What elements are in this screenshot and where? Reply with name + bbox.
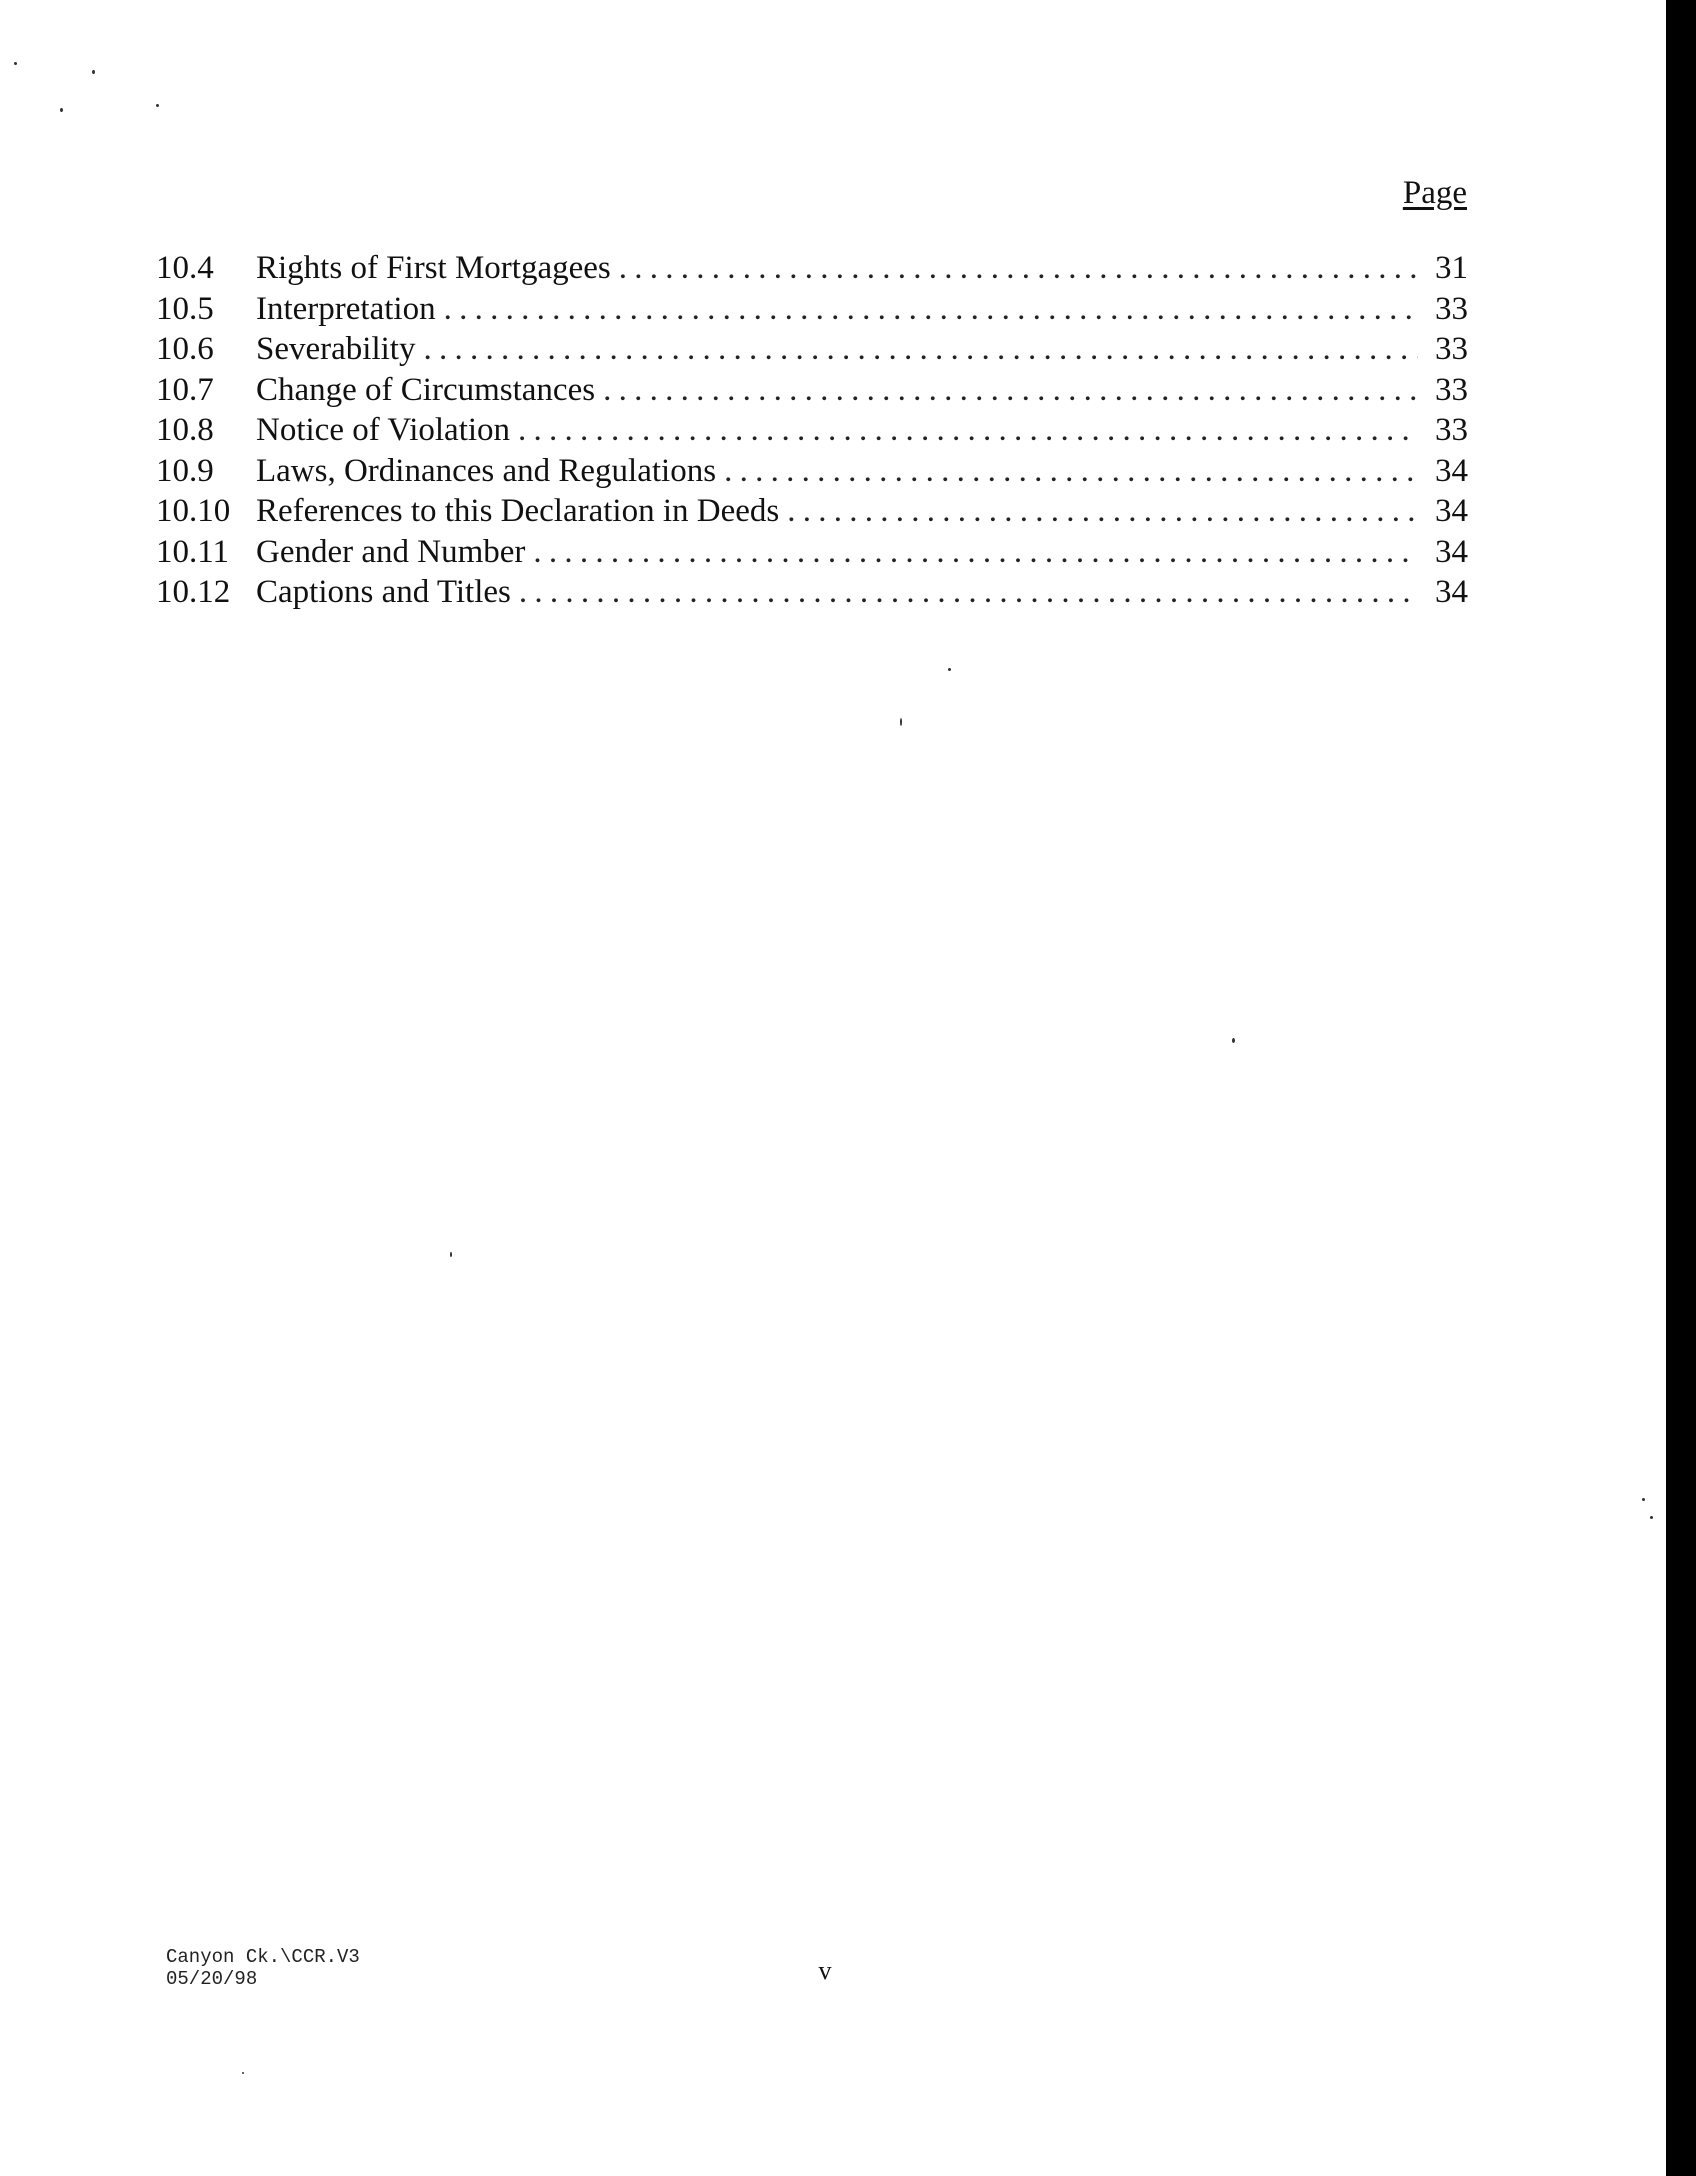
toc-entry [156,410,1468,451]
toc-leader-dots [724,451,1418,491]
toc-entry-page: 31 [1435,250,1468,286]
footer-page-number: v [818,1956,832,1985]
page-label: Page [1402,175,1467,211]
scan-speck [948,668,951,671]
scan-speck [1232,1038,1235,1043]
toc-entry-number: 10.9 [156,452,214,489]
toc-entry [156,370,1468,411]
toc-entry-number: 10.10 [156,493,231,529]
toc-entry-page: 34 [1435,574,1468,610]
toc-entry-title: Notice of Violation [256,412,511,448]
toc-entry [156,491,1468,532]
toc-entry [156,572,1468,613]
toc-leader-dots [423,329,1418,369]
toc-entry-title: Laws, Ordinances and Regulations [256,452,717,489]
toc-entry-page: 33 [1435,290,1468,327]
footer-date: 05/20/98 [166,1968,258,1990]
toc-leader-dots [519,572,1418,612]
toc-entry [156,248,1468,289]
footer-file-name: Canyon Ck.\CCR.V3 [166,1946,360,1968]
toc-entry-number: 10.11 [156,533,230,570]
footer-file-reference [166,1946,360,1990]
toc-entry-number: 10.7 [156,371,214,408]
toc-entry-title: Change of Circumstances [256,371,596,408]
page-column-header [1200,173,1467,213]
toc-leader-dots [787,491,1418,531]
scan-edge [1666,0,1696,2176]
toc-entry-page: 33 [1435,371,1468,408]
scan-speck [156,104,159,107]
toc-leader-dots [603,370,1418,410]
scan-speck [1642,1498,1645,1501]
toc-entry-page: 34 [1435,533,1468,570]
toc-entry [156,289,1468,330]
scan-speck [450,1252,452,1257]
toc-entry-title: References to this Declaration in Deeds [256,493,780,529]
toc-entry-page: 34 [1435,493,1468,529]
toc-entry-title: Rights of First Mortgagees [256,250,611,286]
toc-entry [156,532,1468,573]
toc-entry-title: Captions and Titles [256,574,511,610]
toc-entry-page: 34 [1435,452,1468,489]
scan-speck [900,718,902,726]
scan-speck [1650,1516,1653,1519]
toc-entry-title: Severability [256,331,416,367]
toc-entry-title: Interpretation [256,290,436,327]
toc-entry-number: 10.6 [156,331,214,367]
scan-speck [14,62,17,65]
scan-speck [242,2072,244,2074]
toc-entry-number: 10.5 [156,290,214,327]
toc-leader-dots [533,532,1418,572]
toc-leader-dots [444,289,1418,329]
toc-entry-title: Gender and Number [256,533,526,570]
toc-entry-number: 10.12 [156,574,231,610]
toc-entry [156,451,1468,492]
toc-entry-page: 33 [1435,412,1468,448]
scan-speck [92,70,95,74]
toc-entry-number: 10.8 [156,412,214,448]
toc-entry-number: 10.4 [156,250,214,286]
toc-entry [156,329,1468,370]
table-of-contents [156,248,1468,613]
toc-entry-page: 33 [1435,331,1468,367]
toc-leader-dots [518,410,1418,450]
toc-leader-dots [619,248,1418,288]
scan-speck [60,108,63,112]
